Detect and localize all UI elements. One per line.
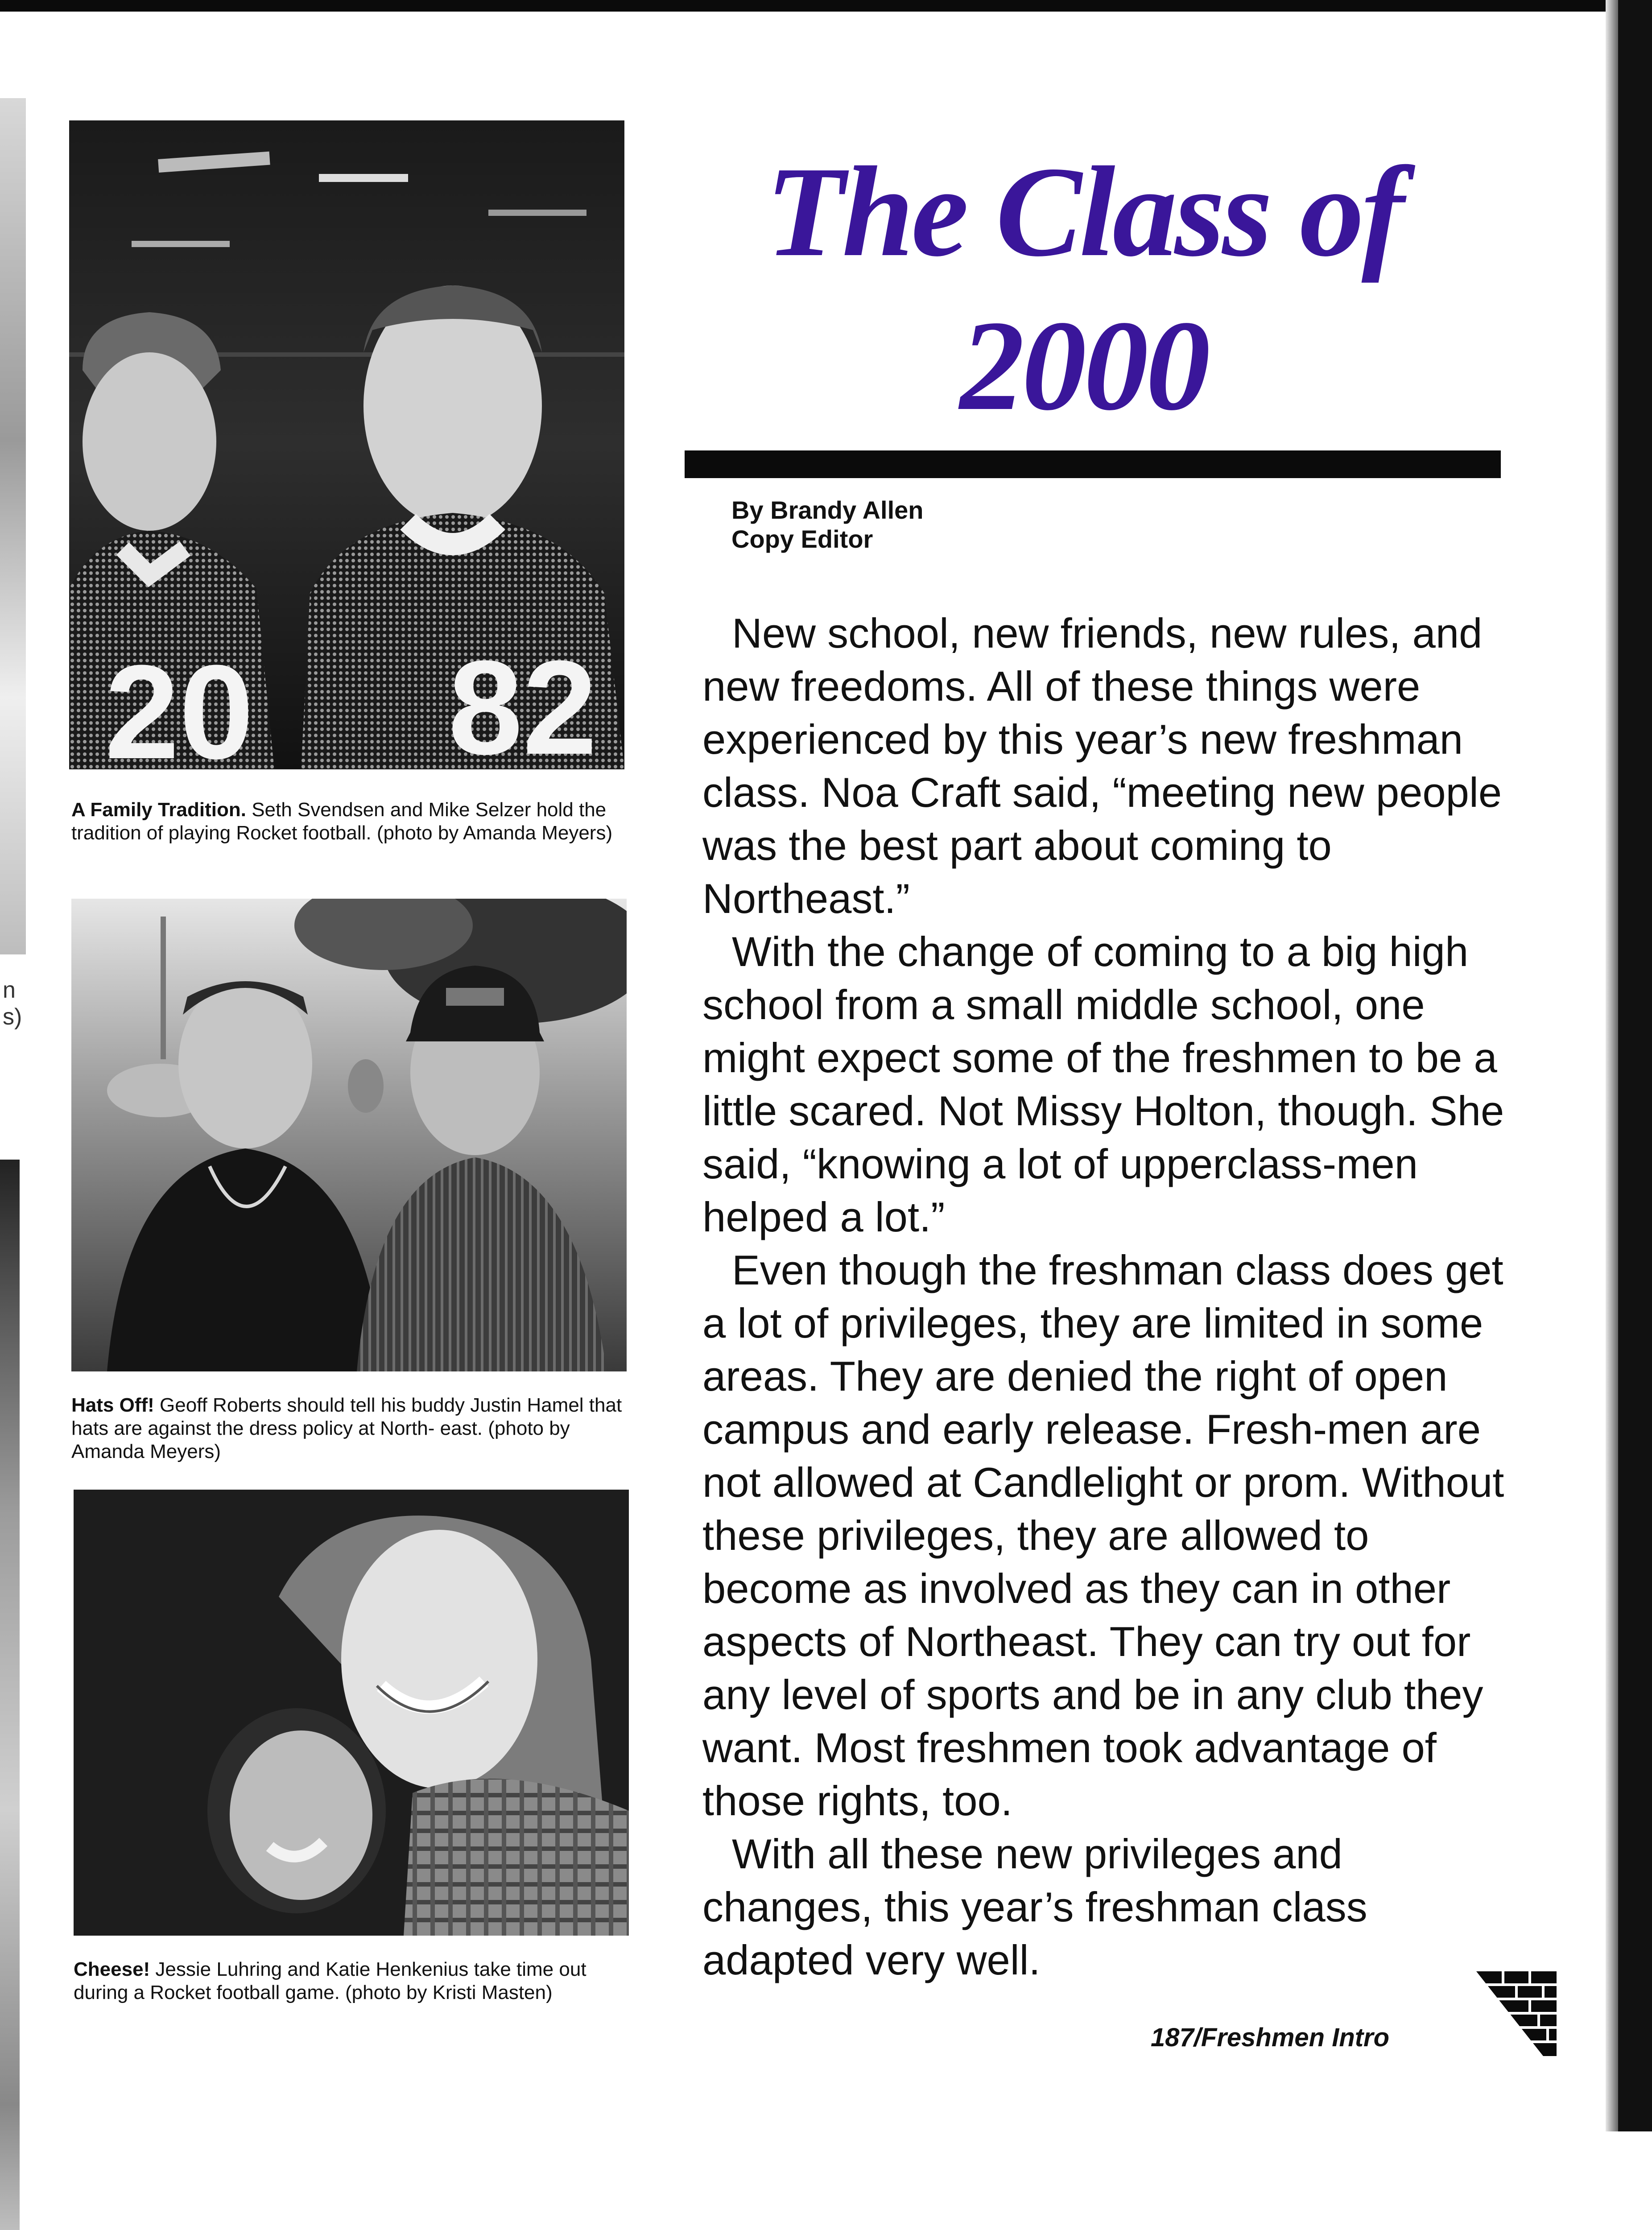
caption-body: Seth Svendsen and Mike Selzer hold the tradition of playing Rocket football. (photo by Amanda Meyers) [71, 799, 613, 844]
byline-role: Copy Editor [731, 525, 873, 553]
scan-top-edge [0, 0, 1652, 12]
byline-author: By Brandy Allen [731, 496, 924, 524]
facing-page-strip-lower [0, 1160, 20, 2230]
caption-cheese [74, 1958, 627, 2004]
article-body [702, 607, 1519, 1986]
page-gutter [1606, 0, 1618, 2131]
body-paragraph: Even though the freshman class does get a lot of privileges, they are limited in some areas. They are denied the right of open campus and early release. Fresh-men are not allowed at Candlelight or prom. Without these privileges, they are allowed to become as involved as they can in other aspects of Northeast. They can try out for any level of sports and be in any club they want. Most freshmen took advantage of those rights, too. [702, 1247, 1504, 1824]
title-rule [685, 450, 1501, 478]
brick-wall-icon [1476, 1971, 1557, 2056]
page-title-line2: 2000 [960, 294, 1208, 437]
caption-lead: A Family Tradition. [71, 799, 246, 821]
photo-cheese [74, 1490, 629, 1936]
page-title-line1: The Class of [765, 140, 1402, 283]
caption-hats-off [71, 1394, 624, 1463]
body-paragraph: With all these new privileges and changes, this year’s freshman class adapted very well. [702, 1830, 1367, 1983]
caption-body: Geoff Roberts should tell his buddy Justin Hamel that hats are against the dress policy at North- east. (photo by Amanda Meyers) [71, 1394, 622, 1462]
jersey-number-82: 82 [448, 632, 597, 769]
photo-hats-off [71, 899, 627, 1371]
caption-body: Jessie Luhring and Katie Henkenius take time out during a Rocket football game. (photo by Kristi Masten) [74, 1958, 586, 2003]
jersey-number-20: 20 [105, 637, 254, 769]
caption-family-tradition [71, 798, 624, 845]
scan-right-edge [1618, 0, 1652, 2131]
photo-family-tradition [69, 120, 624, 769]
facing-page-strip [0, 98, 26, 954]
page-folio: 187/Freshmen Intro [1151, 2023, 1390, 2052]
body-paragraph: With the change of coming to a big high school from a small middle school, one might expect some of the freshmen to be a little scared. Not Missy Holton, though. She said, “knowing a lot of upperclass-men helped a lot.” [702, 928, 1504, 1240]
body-paragraph: New school, new friends, new rules, and new freedoms. All of these things were experienced by this year’s new freshman class. Noa Craft said, “meeting new people was the best part about coming to Northeast.” [702, 610, 1502, 922]
margin-fragment: n [3, 977, 16, 1003]
margin-fragment: s) [3, 1004, 22, 1030]
caption-lead: Cheese! [74, 1958, 150, 1980]
caption-lead: Hats Off! [71, 1394, 154, 1416]
